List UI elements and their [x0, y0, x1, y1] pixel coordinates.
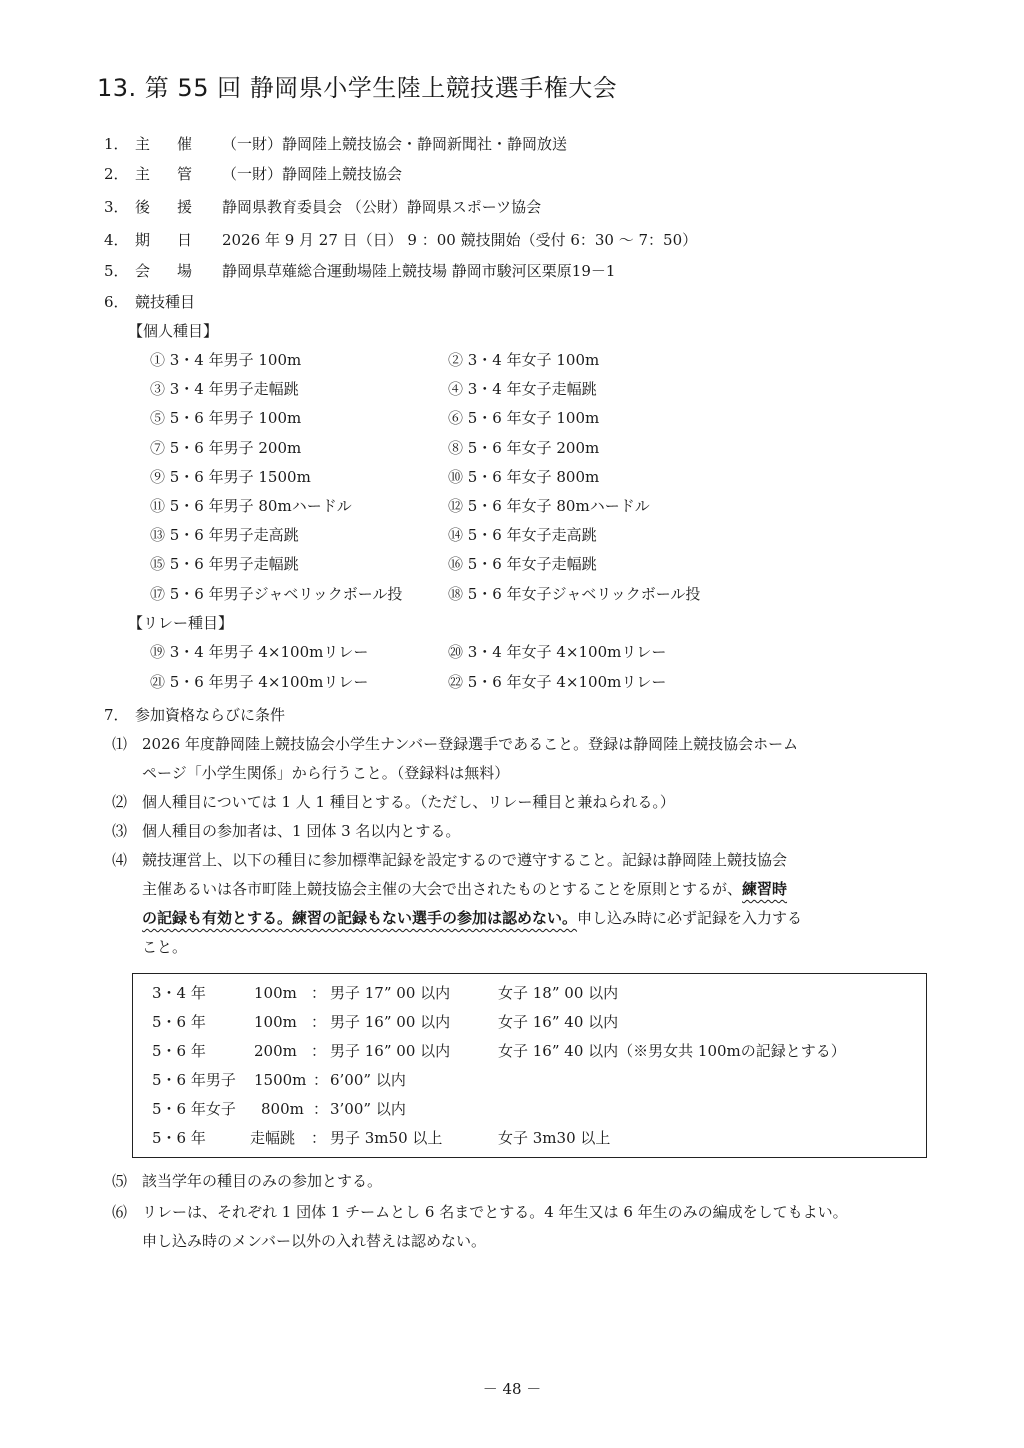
list-item: ⑪ 5・6 年男子 80mハードル [150, 497, 352, 515]
table-cell-boys: 男子 16” 00 以内 [330, 1013, 451, 1031]
section-number: 6． [104, 293, 129, 311]
table-cell-sep: ： [313, 1100, 329, 1118]
info-number: 5． [104, 262, 129, 280]
table-cell-sep: ： [311, 1042, 327, 1060]
info-value: 静岡県教育委員会 （公財）静岡県スポーツ協会 [222, 198, 542, 216]
condition-mark: ⑴ [112, 735, 128, 753]
list-item: ⑩ 5・6 年女子 800m [448, 468, 600, 486]
list-item: ⑬ 5・6 年男子走高跳 [150, 526, 299, 544]
info-label: 期日 [135, 231, 220, 249]
table-cell-event: 1500m [254, 1071, 307, 1089]
info-number: 3． [104, 198, 129, 216]
condition-text: 2026 年度静岡陸上競技協会小学生ナンバー登録選手であること。登録は静岡陸上競技協会ホーム [142, 735, 799, 753]
info-number: 2． [104, 165, 129, 183]
list-item: ⑫ 5・6 年女子 80mハードル [448, 497, 650, 515]
table-cell-grade: 5・6 年 [152, 1129, 206, 1147]
info-value: （一財）静岡陸上競技協会 [222, 165, 403, 183]
info-value: 静岡県草薙総合運動場陸上競技場 静岡市駿河区栗原19－1 [222, 262, 616, 280]
table-cell-event: 200m [254, 1042, 297, 1060]
condition-text: 競技運営上、以下の種目に参加標準記録を設定するので遵守すること。記録は静岡陸上競技協会 [142, 851, 788, 869]
condition-mark: ⑷ [112, 851, 128, 869]
table-cell-event: 100m [254, 1013, 297, 1031]
info-number: 4． [104, 231, 129, 249]
table-cell-grade: 5・6 年男子 [152, 1071, 236, 1089]
list-item: ⑨ 5・6 年男子 1500m [150, 468, 311, 486]
section-heading-events: 競技種目 [135, 293, 196, 311]
table-cell-girls: 女子 16” 40 以内（※男女共 100mの記録とする） [498, 1042, 846, 1060]
table-cell-sep: ： [311, 1129, 327, 1147]
condition-text: 主催あるいは各市町陸上競技協会主催の大会で出されたものとすることを原則とするが、 [142, 880, 743, 898]
section-number: 7． [104, 706, 129, 724]
condition-text-line [142, 907, 802, 929]
list-item: ㉑ 5・6 年男子 4×100mリレー [150, 673, 369, 691]
table-cell-sep: ： [313, 1071, 329, 1089]
condition-text: 申し込み時のメンバー以外の入れ替えは認めない。 [142, 1232, 486, 1250]
table-cell-boys: 6’00” 以内 [330, 1071, 406, 1089]
list-item: ③ 3・4 年男子走幅跳 [150, 380, 299, 398]
list-item: ⑧ 5・6 年女子 200m [448, 439, 600, 457]
condition-mark: ⑵ [112, 793, 128, 811]
table-cell-girls: 女子 18” 00 以内 [498, 984, 619, 1002]
info-value: 2026 年 9 月 27 日（日） 9 ：00 競技開始（受付 6：30 〜 7：50） [222, 231, 698, 249]
condition-text: リレーは、それぞれ 1 団体 1 チームとし 6 名までとする。4 年生又は 6 年生のみの編成をしてもよい。 [142, 1203, 848, 1221]
list-item: ⑯ 5・6 年女子走幅跳 [448, 555, 597, 573]
standards-table [132, 973, 927, 1158]
table-cell-boys: 男子 3m50 以上 [330, 1129, 443, 1147]
table-cell-boys: 3’00” 以内 [330, 1100, 406, 1118]
table-cell-event: 800m [261, 1100, 304, 1118]
table-cell-event: 走幅跳 [250, 1129, 296, 1147]
condition-text-line [142, 878, 787, 900]
list-item: ④ 3・4 年女子走幅跳 [448, 380, 597, 398]
table-cell-grade: 5・6 年女子 [152, 1100, 236, 1118]
section-heading-conditions: 参加資格ならびに条件 [135, 706, 286, 724]
table-cell-boys: 男子 16” 00 以内 [330, 1042, 451, 1060]
condition-mark: ⑶ [112, 822, 128, 840]
emphasis-text: 練習時 [742, 880, 788, 898]
table-cell-girls: 女子 16” 40 以内 [498, 1013, 619, 1031]
table-cell-boys: 男子 17” 00 以内 [330, 984, 451, 1002]
list-item: ① 3・4 年男子 100m [150, 351, 302, 369]
relay-events-heading: 【リレー種目】 [128, 614, 234, 632]
table-cell-girls: 女子 3m30 以上 [498, 1129, 611, 1147]
list-item: ⑳ 3・4 年女子 4×100mリレー [448, 643, 667, 661]
individual-events-heading: 【個人種目】 [128, 322, 219, 340]
condition-text: 申し込み時に必ず記録を入力する [577, 909, 803, 927]
condition-text: 個人種目の参加者は、1 団体 3 名以内とする。 [142, 822, 461, 840]
table-cell-sep: ： [311, 984, 327, 1002]
info-number: 1． [104, 135, 129, 153]
list-item: ⑲ 3・4 年男子 4×100mリレー [150, 643, 369, 661]
condition-text: 該当学年の種目のみの参加とする。 [142, 1172, 383, 1190]
list-item: ⑭ 5・6 年女子走高跳 [448, 526, 597, 544]
list-item: ⑤ 5・6 年男子 100m [150, 409, 302, 427]
info-label: 会場 [135, 262, 220, 280]
list-item: ⑦ 5・6 年男子 200m [150, 439, 302, 457]
list-item: ② 3・4 年女子 100m [448, 351, 600, 369]
info-label: 後援 [135, 198, 220, 216]
condition-text: こと。 [142, 938, 188, 956]
list-item: ⑥ 5・6 年女子 100m [448, 409, 600, 427]
condition-mark: ⑹ [112, 1203, 128, 1221]
page-number: － 48 － [482, 1380, 542, 1398]
condition-text: 個人種目については 1 人 1 種目とする。（ただし、リレー種目と兼ねられる。） [142, 793, 675, 811]
info-label: 主管 [135, 165, 220, 183]
table-cell-grade: 5・6 年 [152, 1042, 206, 1060]
list-item: ⑱ 5・6 年女子ジャベリックボール投 [448, 585, 701, 603]
table-cell-grade: 5・6 年 [152, 1013, 206, 1031]
condition-mark: ⑸ [112, 1172, 128, 1190]
list-item: ⑰ 5・6 年男子ジャベリックボール投 [150, 585, 403, 603]
list-item: ㉒ 5・6 年女子 4×100mリレー [448, 673, 667, 691]
condition-text: ページ「小学生関係」から行うこと。（登録料は無料） [142, 764, 510, 782]
emphasis-text: の記録も有効とする。練習の記録もない選手の参加は認めない。 [142, 909, 578, 927]
table-cell-grade: 3・4 年 [152, 984, 206, 1002]
info-value: （一財）静岡陸上競技協会・静岡新聞社・静岡放送 [222, 135, 568, 153]
page-title: 13. 第 55 回 静岡県小学生陸上競技選手権大会 [97, 74, 618, 102]
table-cell-sep: ： [311, 1013, 327, 1031]
list-item: ⑮ 5・6 年男子走幅跳 [150, 555, 299, 573]
table-cell-event: 100m [254, 984, 297, 1002]
info-label: 主催 [135, 135, 220, 153]
